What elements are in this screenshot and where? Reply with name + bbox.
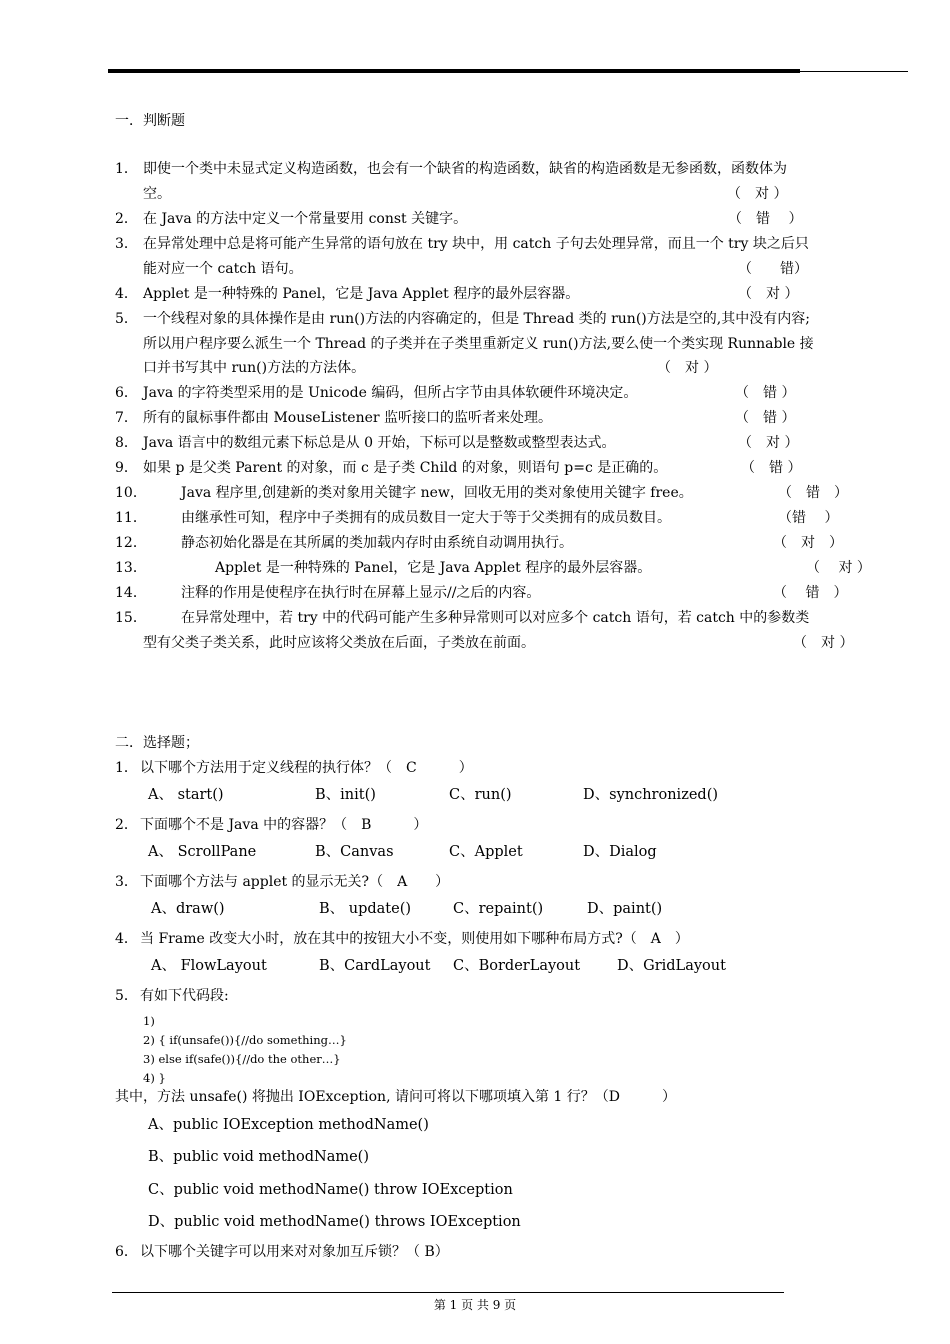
mc-option: D、Dialog [583,844,657,860]
tf-answer: （ 对 ） [738,286,799,302]
mc-option: C、run() [449,787,512,803]
mc-option: B、Canvas [315,844,394,860]
mc-question: 下面哪个不是 Java 中的容器？（ B ） [140,817,428,833]
tf-text: 所以用户程序要么派生一个 Thread 的子类并在子类里重新定义 run()方法,要么使一个类实现 Runnable 接 [143,336,814,352]
tf-text: 口并书写其中 run()方法的方法体。 [143,360,366,376]
tf-text: 注释的作用是使程序在执行时在屏幕上显示//之后的内容。 [181,585,541,601]
tf-text: 即使一个类中未显式定义构造函数，也会有一个缺省的构造函数，缺省的构造函数是无参函数，函数体为 [143,161,787,177]
tf-answer: （ 对 ） [806,560,871,576]
tf-text: 一个线程对象的具体操作是由 run()方法的内容确定的，但是 Thread 类的 run()方法是空的,其中没有内容; [143,311,810,327]
page-number: 第 1 页 共 9 页 [433,1298,517,1312]
tf-answer: （ 错 ） [778,485,848,501]
tf-text: 静态初始化器是在其所属的类加载内存时由系统自动调用执行。 [181,535,573,551]
mc-question: 下面哪个方法与 applet 的显示无关?（ A ） [140,874,450,890]
mc-option: A、draw() [151,901,225,917]
section2-title: 二．选择题； [115,735,199,751]
tf-text: 在异常处理中，若 try 中的代码可能产生多种异常则可以对应多个 catch 语句，若 catch 中的参数类 [181,610,810,626]
mc-number: 3． [115,874,138,890]
section1-title: 一．判断题 [115,113,185,129]
tf-text: 能对应一个 catch 语句。 [143,261,303,277]
mc-option: B、public void methodName() [148,1149,369,1165]
tf-number: 13． [115,560,147,576]
tf-text: 在 Java 的方法中定义一个常量要用 const 关键字。 [143,211,468,227]
tf-answer: （错 ） [778,510,839,526]
tf-number: 6． [115,385,138,401]
header-rule-thin [800,71,908,72]
tf-number: 11． [115,510,147,526]
mc-number: 6． [115,1244,138,1260]
mc-question: 有如下代码段: [140,988,229,1004]
mc-question: 以下哪个方法用于定义线程的执行体？（ C ） [140,760,473,776]
tf-text: 所有的鼠标事件都由 MouseListener 监听接口的监听者来处理。 [143,410,553,426]
header-rule-thick [108,69,800,73]
mc-option: C、repaint() [453,901,544,917]
mc-option: B、CardLayout [319,958,431,974]
code-line: 2) { if(unsafe()){//do something…} [143,1033,347,1047]
tf-text: 空。 [143,186,171,202]
mc-option: B、 update() [319,901,412,917]
tf-number: 4． [115,286,138,302]
code-line: 1) [143,1014,155,1028]
tf-text: 在异常处理中总是将可能产生异常的语句放在 try 块中，用 catch 子句去处理异常，而且一个 try 块之后只 [143,236,809,252]
tf-answer: （ 对 ） [793,635,854,651]
tf-number: 15． [115,610,147,626]
tf-text: Java 程序里,创建新的类对象用关键字 new，回收无用的类对象使用关键字 free。 [181,485,693,501]
mc-option: D、paint() [587,901,663,917]
tf-text: 如果 p 是父类 Parent 的对象，而 c 是子类 Child 的对象，则语句 p=c 是正确的。 [143,460,668,476]
mc-question: 当 Frame 改变大小时，放在其中的按钮大小不变，则使用如下哪种布局方式?（ A ） [140,931,689,947]
code-line: 4) } [143,1071,166,1085]
tf-answer: （ 错 ） [741,460,802,476]
tf-text: Applet 是一种特殊的 Panel，它是 Java Applet 程序的最外层容器。 [215,560,652,576]
mc-option: D、GridLayout [617,958,726,974]
tf-answer: （ 错 ） [735,385,796,401]
mc-option: D、public void methodName() throws IOException [148,1214,521,1230]
footer-rule [112,1292,784,1293]
tf-number: 14． [115,585,147,601]
tf-number: 7． [115,410,138,426]
mc-followup: 其中，方法 unsafe() 将抛出 IOException, 请问可将以下哪项填入第 1 行？（D ） [115,1089,676,1105]
tf-answer: （ 错 ） [728,211,803,227]
tf-answer: （ 错） [738,261,808,277]
tf-number: 8． [115,435,138,451]
tf-text: Java 语言中的数组元素下标总是从 0 开始，下标可以是整数或整型表达式。 [143,435,616,451]
tf-answer: （ 对 ） [773,535,843,551]
tf-text: Applet 是一种特殊的 Panel，它是 Java Applet 程序的最外层容器。 [143,286,580,302]
mc-option: A、 start() [148,787,224,803]
mc-option: A、public IOException methodName() [148,1117,429,1133]
mc-question: 以下哪个关键字可以用来对对象加互斥锁？（ B） [140,1244,449,1260]
tf-answer: （ 对 ） [727,186,788,202]
mc-option: A、 ScrollPane [148,844,257,860]
mc-number: 1． [115,760,138,776]
tf-number: 1． [115,161,138,177]
mc-option: D、synchronized() [583,787,719,803]
mc-number: 5． [115,988,138,1004]
tf-number: 10． [115,485,147,501]
code-line: 3) else if(safe()){//do the other…} [143,1052,341,1066]
tf-number: 5． [115,311,138,327]
tf-number: 9． [115,460,138,476]
mc-option: C、Applet [449,844,523,860]
tf-answer: （ 错 ） [773,585,848,601]
mc-option: A、 FlowLayout [151,958,267,974]
tf-answer: （ 错 ） [735,410,796,426]
tf-number: 2． [115,211,138,227]
mc-option: B、init() [315,787,376,803]
tf-text: 型有父类子类关系，此时应该将父类放在后面，子类放在前面。 [143,635,535,651]
tf-number: 12． [115,535,147,551]
mc-option: C、BorderLayout [453,958,581,974]
tf-answer: （ 对 ） [738,435,799,451]
tf-text: 由继承性可知，程序中子类拥有的成员数目一定大于等于父类拥有的成员数目。 [181,510,671,526]
mc-option: C、public void methodName() throw IOException [148,1182,513,1198]
mc-number: 4． [115,931,138,947]
tf-number: 3． [115,236,138,252]
tf-text: Java 的字符类型采用的是 Unicode 编码，但所占字节由具体软硬件环境决定。 [143,385,638,401]
mc-number: 2． [115,817,138,833]
tf-answer: （ 对 ） [657,360,718,376]
